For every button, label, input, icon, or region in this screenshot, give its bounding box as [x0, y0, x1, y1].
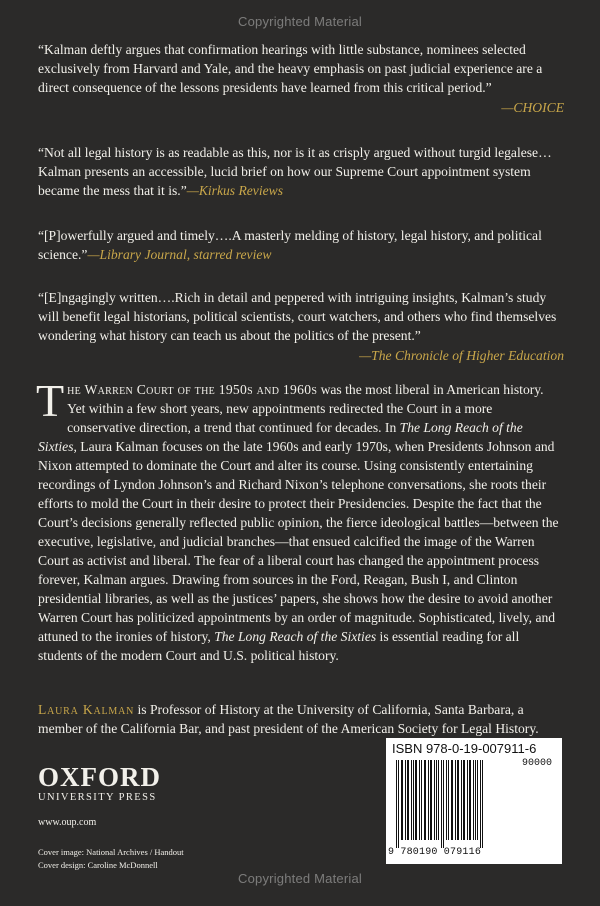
quote-choice — [38, 40, 564, 117]
publisher-name: OXFORD — [38, 762, 161, 792]
quote-attribution: —The Chronicle of Higher Education — [359, 348, 564, 363]
watermark-bottom: Copyrighted Material — [238, 871, 362, 886]
cover-credits — [38, 846, 184, 872]
drop-cap: T — [36, 375, 65, 426]
isbn-text: ISBN 978-0-19-007911-6 — [392, 741, 537, 756]
description-lead: he Warren Court of the 1950s and 1960s — [67, 382, 318, 397]
quote-chronicle — [38, 288, 564, 365]
watermark-top: Copyrighted Material — [238, 14, 362, 29]
price-code: 90000 — [521, 758, 552, 769]
barcode-digits: 9 780190 079116 — [388, 847, 482, 858]
cover-design-credit: Cover design: Caroline McDonnell — [38, 860, 158, 870]
quote-text: “Kalman deftly argues that confirmation hearings with little substance, nominees selected exclusively from Harvard and Yale, and the heavy emphasis on past judicial experience are a direct consequence of the lessons presidents have learned from this critical period.” — [38, 42, 543, 95]
book-description — [36, 375, 564, 665]
quote-kirkus — [38, 143, 564, 200]
description-part-2: , Laura Kalman focuses on the late 1960s and early 1970s, when Presidents Johnson and Nixon attempted to dominate the Court and alter its course. Using consistently entertaining recordings of Lyndon Johnson’s and Richard Nixon’s telephone conversations, she roots their efforts to mold the Court in their desire to protect their Presidencies. Despite the fact that the Court’s decisions generally reflected public opinion, the fierce ideological battles—between the executive, legislative, and judicial branches—that ensued calcified the image of the Warren Court as activist and liberal. The fear of a liberal court has changed the appointment process forever, Kalman argues. Drawing from sources in the Ford, Reagan, Bush I, and Clinton presidential libraries, as well as the justices’ papers, she shows how the desire to avoid another Warren Court has politicized appointments by an order of magnitude. Sophisticated, lively, and attuned to the ironies of history, — [38, 439, 559, 644]
book-title-1: The Long Reach of the Sixties — [38, 420, 523, 454]
quote-library-journal — [38, 226, 564, 264]
publisher-subtitle: UNIVERSITY PRESS — [38, 792, 157, 803]
publisher-logo — [38, 763, 161, 803]
author-bio-text: is Professor of History at the University of California, Santa Barbara, a member of the California Bar, and past president of the American Society for Legal History. — [38, 702, 539, 736]
praise-quotes — [38, 40, 564, 387]
description-part-3: is essential reading for all students of the modern Court and U.S. political history. — [38, 629, 520, 663]
publisher-url: www.oup.com — [38, 817, 97, 828]
book-title-2: The Long Reach of the Sixties — [214, 629, 377, 644]
quote-attribution: —CHOICE — [501, 100, 564, 115]
quote-attribution: —Library Journal, starred review — [87, 247, 272, 262]
quote-text: “Not all legal history is as readable as this, nor is it as crisply argued without turgid legalese… Kalman presents an accessible, lucid brief on how our Supreme Court appointment system became the mess that it is.” — [38, 145, 552, 198]
barcode-box — [386, 738, 562, 864]
quote-text: “[P]owerfully argued and timely….A masterly melding of history, legal history, and political science.” — [38, 228, 542, 262]
author-bio — [38, 700, 564, 738]
author-name: Laura Kalman — [38, 702, 135, 717]
cover-image-credit: Cover image: National Archives / Handout — [38, 847, 184, 857]
barcode-bars — [394, 760, 518, 848]
description-part-1: was the most liberal in American history. Yet within a few short years, new appointments redirected the Court in a more conservative direction, a trend that continued for decades. In — [67, 382, 544, 435]
quote-attribution: —Kirkus Reviews — [186, 183, 284, 198]
quote-text: “[E]ngagingly written….Rich in detail and peppered with intriguing insights, Kalman’s study will benefit legal historians, political scientists, court watchers, and others who find themselves wondering what history can teach us about the politics of the present.” — [38, 290, 557, 343]
